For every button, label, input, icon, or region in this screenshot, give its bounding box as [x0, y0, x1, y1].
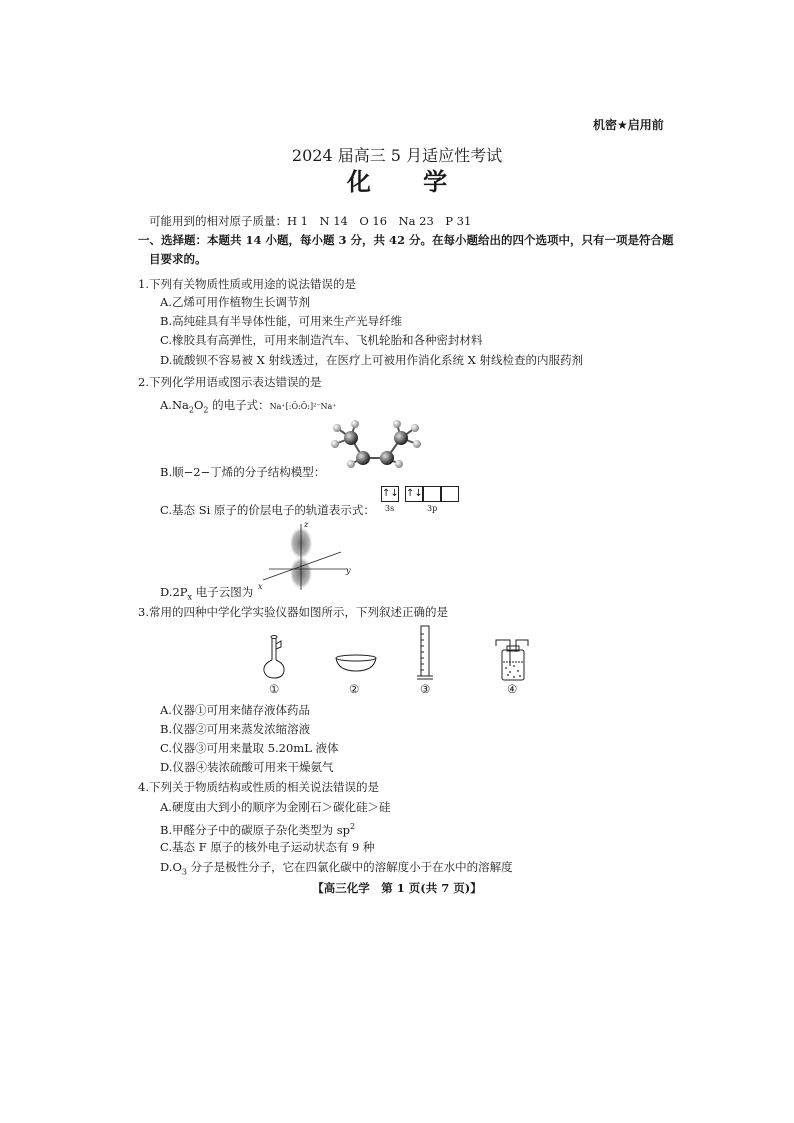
instrument-label-4: ④ — [507, 682, 518, 696]
q1-option-a: A.乙烯可用作植物生长调节剂 — [160, 295, 310, 309]
orbital-3p-box-2 — [423, 486, 441, 502]
electron-cloud-diagram — [255, 520, 355, 592]
orbital-label-3p: 3p — [427, 504, 438, 513]
subject-title: 化 学 — [346, 167, 470, 196]
orbital-label-3s: 3s — [385, 504, 395, 513]
q2-stem: 2.下列化学用语或图示表达错误的是 — [138, 375, 322, 389]
q4-option-b: B.甲醛分子中的碳原子杂化类型为 $sp^2$ — [160, 822, 356, 837]
axis-z-label: z — [304, 520, 309, 529]
axis-x-label: x — [258, 582, 263, 591]
orbital-3p-box-3 — [441, 486, 459, 502]
atomic-masses: 可能用到的相对原子质量：H 1 N 14 O 16 Na 23 P 31 — [149, 214, 472, 228]
q2-option-b: B.顺−2−丁烯的分子结构模型： — [160, 465, 326, 479]
q3-stem: 3.常用的四种中学化学实验仪器如图所示，下列叙述正确的是 — [138, 605, 448, 619]
orbital-3s-box: ↑↓ — [381, 486, 399, 502]
instrument-label-3: ③ — [420, 682, 431, 696]
q2-option-c: C.基态 Si 原子的价层电子的轨道表示式： — [160, 503, 375, 517]
orbital-3p-box-1: ↑↓ — [405, 486, 423, 502]
electron-formula: Na⁺[:Ö:Ö:]²⁻Na⁺ — [269, 402, 337, 411]
q3-option-a: A.仪器①可用来储存液体药品 — [160, 703, 310, 717]
q2-option-a: $A.Na_2O_2$ 的电子式：Na⁺[:Ö:Ö:]²⁻Na⁺ — [160, 398, 337, 415]
evaporating-dish-icon — [334, 654, 378, 674]
q3-option-b: B.仪器②可用来蒸发浓缩溶液 — [160, 722, 311, 736]
cis-2-butene-model — [325, 418, 425, 468]
gas-washing-bottle-icon — [494, 636, 530, 682]
section-heading-line1: 一、选择题：本题共 14 小题，每小题 3 分，共 42 分。在每小题给出的四个选项中，只有一项是符合题 — [138, 233, 674, 247]
axis-y-label: y — [346, 566, 351, 575]
page-footer: 【高三化学 第 1 页(共 7 页)】 — [312, 881, 482, 895]
confidential-mark: 机密★启用前 — [593, 118, 664, 132]
exam-title: 2024 届高三 5 月适应性考试 — [291, 146, 503, 165]
instrument-label-1: ① — [269, 682, 280, 696]
instrument-label-2: ② — [349, 682, 360, 696]
q3-option-c: C.仪器③可用来量取 5.20mL 液体 — [160, 741, 339, 755]
q1-option-d: D.硫酸钡不容易被 X 射线透过，在医疗上可被用作消化系统 X 射线检查的内服药剂 — [160, 353, 583, 367]
q2-option-d: $D.2P_x$ 电子云图为 — [160, 585, 254, 602]
q1-option-c: C.橡胶具有高弹性，可用来制造汽车、飞机轮胎和各种密封材料 — [160, 333, 483, 347]
volumetric-flask-icon — [262, 634, 288, 680]
q4-option-d: $D.O_3$ 分子是极性分子，它在四氯化碳中的溶解度小于在水中的溶解度 — [160, 860, 513, 877]
q1-stem: 1.下列有关物质性质或用途的说法错误的是 — [138, 277, 356, 291]
q1-option-b: B.高纯硅具有半导体性能，可用来生产光导纤维 — [160, 314, 403, 328]
q3-option-d: D.仪器④装浓硫酸可用来干燥氨气 — [160, 760, 334, 774]
q4-stem: 4.下列关于物质结构或性质的相关说法错误的是 — [138, 780, 379, 794]
q4-option-a: A.硬度由大到小的顺序为金刚石＞碳化硅＞硅 — [160, 800, 391, 814]
measuring-cylinder-icon — [416, 624, 434, 682]
section-heading-line2: 目要求的。 — [149, 252, 207, 266]
q4-option-c: C.基态 F 原子的核外电子运动状态有 9 种 — [160, 840, 375, 854]
